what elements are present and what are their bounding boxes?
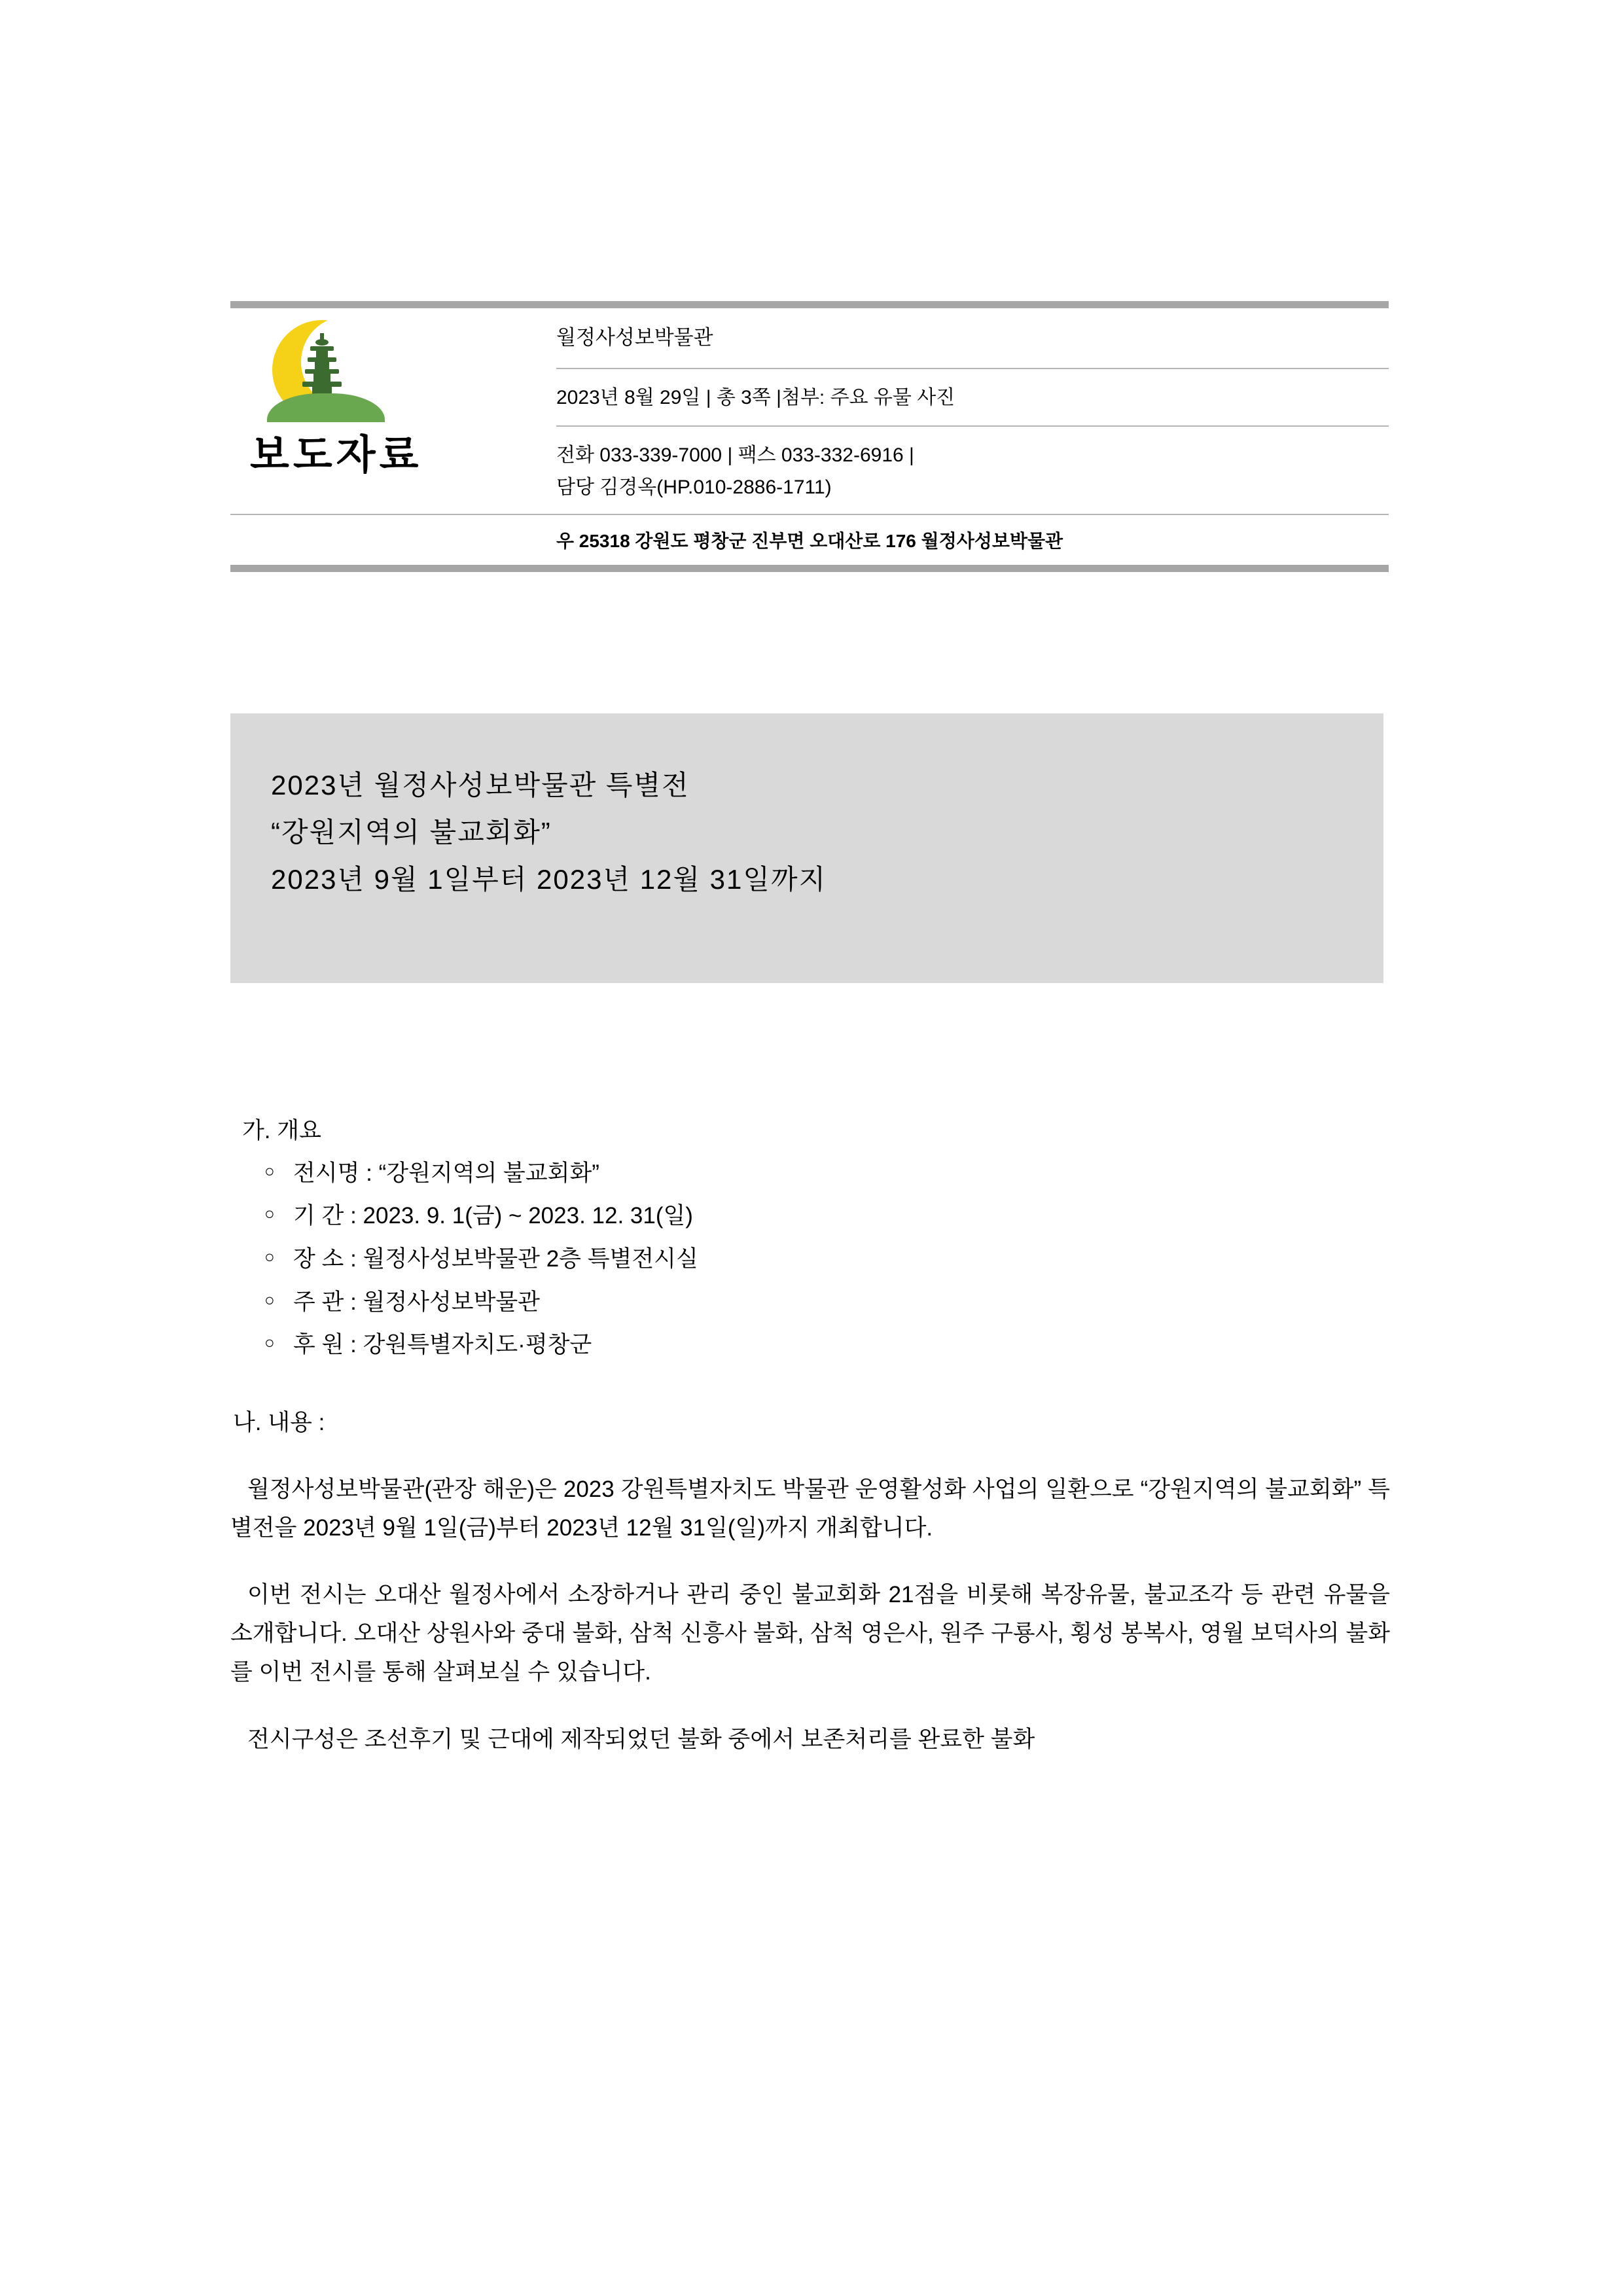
date-and-pages: 2023년 8월 29일 | 총 3쪽 |첨부: 주요 유물 사진 [556,386,955,408]
section-b-heading: 나. 내용 : [233,1410,325,1436]
overview-list [264,1155,1390,1364]
list-item [264,1284,1390,1321]
contact-phone-fax: 전화 033-339-7000 | 팩스 033-332-6916 | [556,444,914,467]
press-release-label: 보도자료 [250,433,423,478]
letterhead-bottom-rule [230,565,1389,572]
exhibition-title-box [230,713,1383,983]
bullet-icon: ○ [264,1204,275,1224]
address-wrap [230,514,1389,565]
museum-logo-icon [260,320,398,418]
list-item-text: 주 관 : 월정사성보박물관 [293,1289,540,1315]
list-item [264,1155,1390,1193]
paragraph-1: 월정사성보박물관(관장 해운)은 2023 강원특별자치도 박물관 운영활성화 사업의 일환으로 “강원지역의 불교회화” 특별전을 2023년 9월 1일(금)부터 2023년 12월 31일(일)까지 개최합니다. [230,1476,1390,1541]
bullet-icon: ○ [264,1247,275,1267]
paragraph-3: 전시구성은 조선후기 및 근대에 제작되었던 불화 중에서 보존처리를 완료한 불화 [247,1726,1035,1752]
list-item [264,1241,1390,1278]
list-item [264,1198,1390,1235]
letterhead-body [230,308,1389,514]
section-a-heading: 가. 개요 [242,1118,321,1143]
contact-person: 담당 김경옥(HP.010-2886-1711) [556,476,832,498]
address-line: 우 25318 강원도 평창군 진부면 오대산로 176 월정사성보박물관 [556,531,1063,552]
title-line-2: “강원지역의 불교회화” [271,817,552,848]
bullet-icon: ○ [264,1333,275,1353]
logo-block [230,314,544,480]
letterhead-info [544,314,1389,514]
title-line-1: 2023년 월정사성보박물관 특별전 [271,770,690,800]
organization-name: 월정사성보박물관 [556,326,713,349]
bullet-icon: ○ [264,1160,275,1181]
document-body [230,1113,1390,1782]
title-line-3: 2023년 9월 1일부터 2023년 12월 31일까지 [271,864,827,895]
list-item-text: 장 소 : 월정사성보박물관 2층 특별전시실 [293,1246,698,1272]
bullet-icon: ○ [264,1289,275,1310]
list-item-text: 후 원 : 강원특별자치도·평창군 [293,1332,592,1358]
letterhead-top-rule [230,301,1389,308]
letterhead [230,301,1389,572]
list-item [264,1327,1390,1364]
list-item-text: 기 간 : 2023. 9. 1(금) ~ 2023. 12. 31(일) [293,1203,693,1229]
list-item-text: 전시명 : “강원지역의 불교회화” [293,1160,599,1186]
contact-info [556,427,1389,514]
paragraph-2: 이번 전시는 오대산 월정사에서 소장하거나 관리 중인 불교회화 21점을 비롯해 복장유물, 불교조각 등 관련 유물을 소개합니다. 오대산 상원사와 중대 불화, 삼척 신흥사 불화, 삼척 영은사, 원주 구룡사, 횡성 봉복사, 영월 보덕사의 불화를 이번 전시를 통해 살펴보실 수 있습니다. [230,1582,1390,1685]
